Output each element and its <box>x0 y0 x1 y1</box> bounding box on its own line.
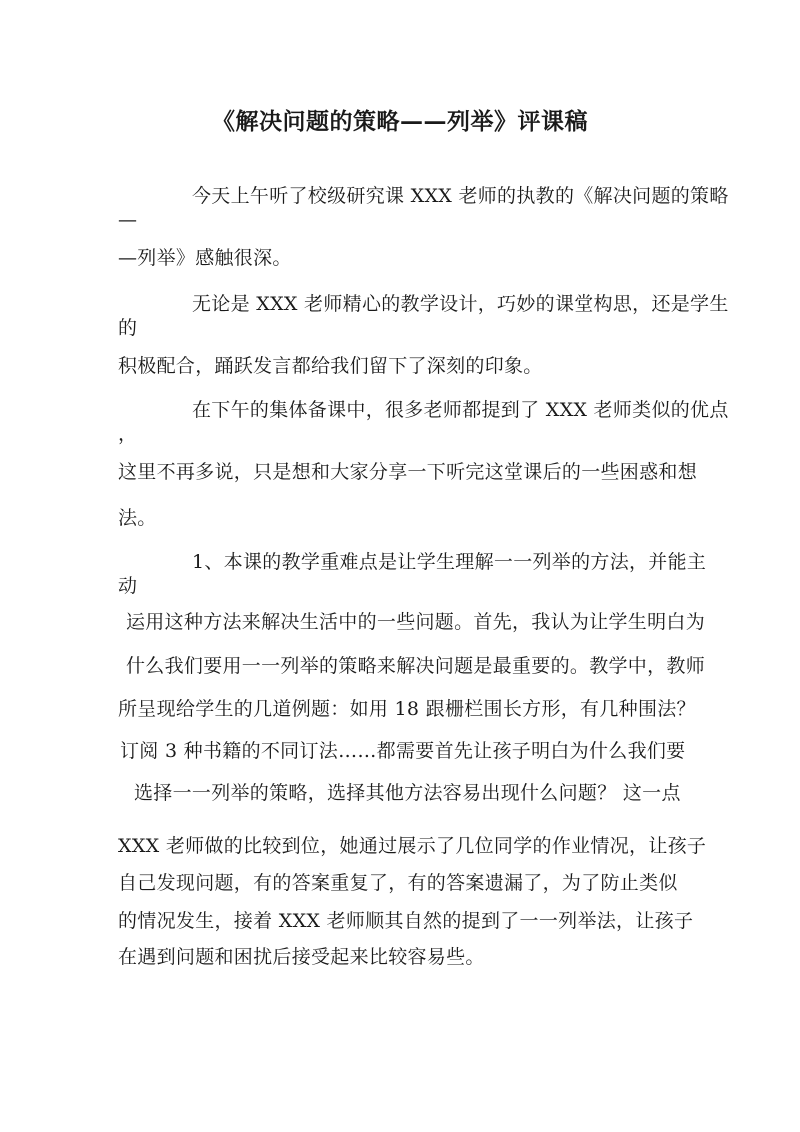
paragraph-4-line-5: 所呈现给学生的几道例题：如用 18 跟栅栏围长方形，有几种围法？ <box>118 698 696 720</box>
paragraph-4-line-3: 运用这种方法来解决生活中的一些问题。首先，我认为让学生明白为 <box>126 611 706 633</box>
paragraph-3-line-2: ， <box>118 423 138 445</box>
paragraph-4-line-1: 1、本课的教学重难点是让学生理解一一列举的方法，并能主 <box>192 551 707 573</box>
paragraph-3-line-4: 法。 <box>118 507 157 529</box>
paragraph-1-line-3: —列举》感触很深。 <box>118 247 292 269</box>
paragraph-4-line-7: 选择一一列举的策略，选择其他方法容易出现什么问题？ 这一点 <box>134 782 681 804</box>
paragraph-3-line-1: 在下午的集体备课中，很多老师都提到了 XXX 老师类似的优点 <box>192 399 729 421</box>
paragraph-4-line-6: 订阅 3 种书籍的不同订法……都需要首先让孩子明白为什么我们要 <box>120 740 686 762</box>
paragraph-4-line-11: 在遇到问题和困扰后接受起来比较容易些。 <box>118 946 485 968</box>
paragraph-4-line-9: 自己发现问题，有的答案重复了，有的答案遗漏了，为了防止类似 <box>118 872 678 894</box>
paragraph-1-line-2: — <box>118 209 138 231</box>
paragraph-2-line-3: 积极配合，踊跃发言都给我们留下了深刻的印象。 <box>118 355 543 377</box>
paragraph-2-line-1: 无论是 XXX 老师精心的教学设计，巧妙的课堂构思，还是学生 <box>192 293 729 315</box>
paragraph-4-line-8: XXX 老师做的比较到位，她通过展示了几位同学的作业情况，让孩子 <box>118 835 707 857</box>
paragraph-4-line-4: 什么我们要用一一列举的策略来解决问题是最重要的。教学中，教师 <box>126 655 706 677</box>
document-title: 《解决问题的策略——列举》评课稿 <box>212 108 588 135</box>
paragraph-1-line-1: 今天上午听了校级研究课 XXX 老师的执教的《解决问题的策略 <box>192 185 729 207</box>
paragraph-3-line-3: 这里不再多说，只是想和大家分享一下听完这堂课后的一些困惑和想 <box>118 461 698 483</box>
paragraph-4-line-2: 动 <box>118 575 138 597</box>
paragraph-4-line-10: 的情况发生，接着 XXX 老师顺其自然的提到了一一列举法，让孩子 <box>118 910 694 932</box>
paragraph-2-line-2: 的 <box>118 317 138 339</box>
